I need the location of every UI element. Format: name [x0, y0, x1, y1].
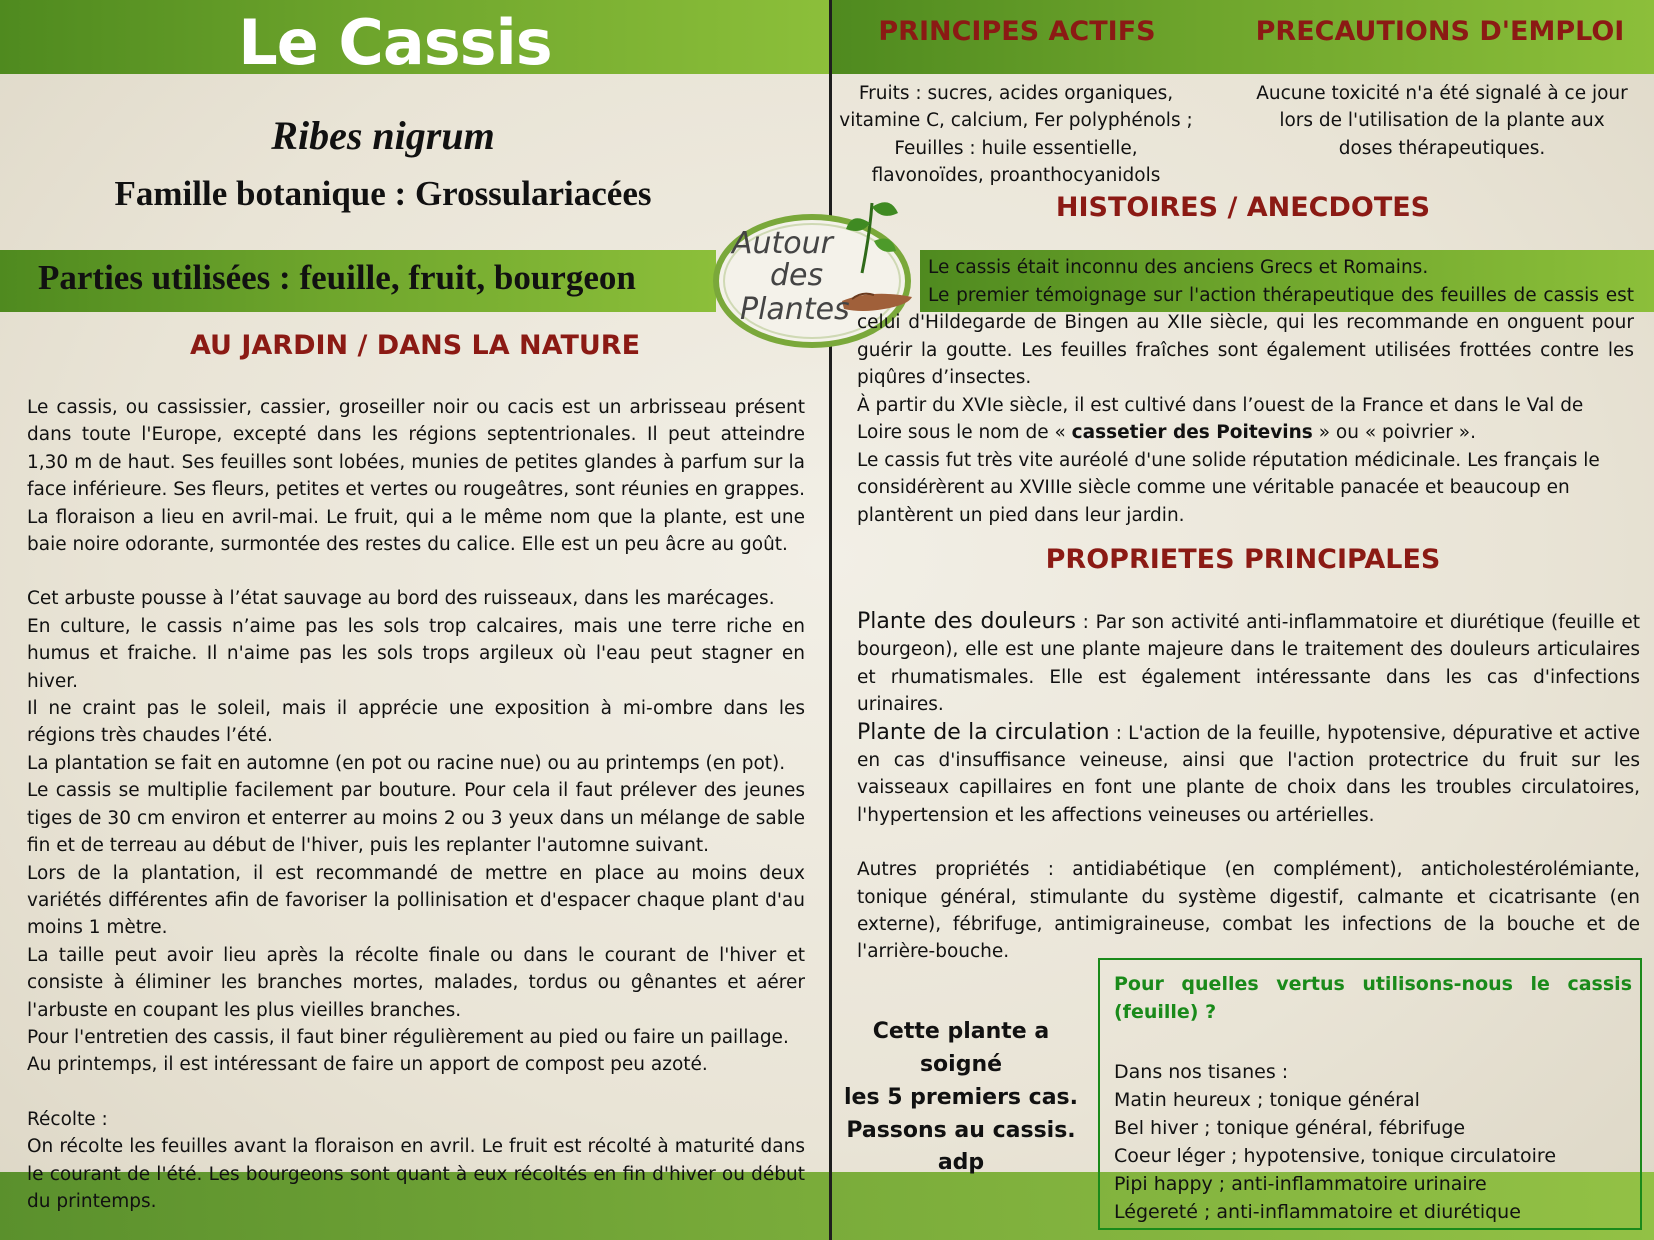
jardin-paragraph: Il ne craint pas le soleil, mais il apprécie une exposition à mi-ombre dans les régions très chaudes l’été.: [27, 698, 805, 747]
proprietes-text: [857, 608, 1640, 966]
proprietes-heading: PROPRIETES PRINCIPALES: [1045, 544, 1441, 575]
histoires-paragraph: [857, 392, 1634, 529]
jardin-paragraph: Cet arbuste pousse à l’état sauvage au bord des ruisseaux, dans les marécages.: [27, 588, 775, 610]
jardin-paragraph: Lors de la plantation, il est recommandé de mettre en place au moins deux variétés différentes afin de favoriser la pollinisation et d'espacer chaque plant d'au moins 1 mètre.: [27, 862, 805, 939]
autres-proprietes: Autres propriétés : antidiabétique (en complément), anticholestérolémiante, tonique général, stimulante du système digestif, calmante et cicatrisante (en externe), fébrifuge, antimigraineuse, combat les infections de la bouche et de l'arrière-bouche.: [857, 859, 1640, 963]
logo-text: Plantes: [740, 292, 850, 327]
cette-plante-note: [828, 1015, 1094, 1147]
list-item: Bel hiver ; tonique général, fébrifuge: [1114, 1117, 1466, 1139]
jardin-paragraph: Pour l'entretien des cassis, il faut biner régulièrement au pied ou faire un paillage.: [27, 1026, 789, 1048]
jardin-paragraph: La taille peut avoir lieu après la récolte finale ou dans le courant de l'hiver et consiste à éliminer les branches mortes, malades, tordus ou gênantes et aérer l'arbuste en coupant les plus vieilles branches.: [27, 944, 805, 1021]
jardin-heading: AU JARDIN / DANS LA NATURE: [189, 330, 641, 361]
douleurs-label: Plante des douleurs: [857, 609, 1076, 634]
list-item: Pipi happy ; anti-inflammatoire urinaire: [1114, 1173, 1487, 1195]
cette-line: Passons au cassis.: [846, 1118, 1076, 1143]
cette-line: Cette plante a soigné: [872, 1019, 1050, 1077]
botanical-family: Famille botanique : Grossulariacées: [114, 174, 652, 213]
circulation-label: Plante de la circulation: [857, 719, 1110, 745]
parts-used: Parties utilisées : feuille, fruit, bourgeon: [38, 258, 636, 297]
signature: adp: [937, 1150, 985, 1175]
list-item: Matin heureux ; tonique général: [1114, 1089, 1420, 1111]
douleurs-text: : Par son activité anti-inflammatoire et diurétique (feuille et bourgeon), elle est une plante majeure dans le traitement des douleurs articulaires et rhumatismales. Elle est également intéressante dans les cas d'infections urinaires.: [857, 612, 1640, 716]
histoires-paragraph: Le cassis fut très vite auréolé d'une solide réputation médicinale. Les français le considérèrent au XVIIIe siècle comme une véritable panacée et beaucoup en plantèrent un pied dans leur jardin.: [857, 449, 1600, 526]
recolte-label: Récolte :: [27, 1108, 108, 1130]
histoires-heading: HISTOIRES / ANECDOTES: [1055, 192, 1431, 223]
logo-text: Autour: [732, 226, 834, 261]
vertus-title: Pour quelles vertus utilisons-nous le cassis (feuille) ?: [1114, 973, 1632, 1023]
jardin-paragraph: En culture, le cassis n’aime pas les sols trop calcaires, mais une terre riche en humus et fraiche. Il n'aime pas les sols trops argileux où l'eau peut stagner en hiver.: [27, 615, 805, 692]
recolte-text: On récolte les feuilles avant la floraison en avril. Le fruit est récolté à maturité dans le courant de l'été. Les bourgeons sont quant à eux récoltés en fin d'hiver ou début du printemps.: [27, 1136, 805, 1212]
precautions-text: Aucune toxicité n'a été signalé à ce jour lors de l'utilisation de la plante aux doses thérapeutiques.: [1256, 83, 1628, 159]
logo-text: des: [770, 258, 824, 293]
jardin-paragraph: La plantation se fait en automne (en pot ou racine nue) ou au printemps (en pot).: [27, 752, 786, 774]
jardin-paragraph: Le cassis, ou cassissier, cassier, groseiller noir ou cacis est un arbrisseau présent dans toute l'Europe, excepté dans les régions septentrionales. Il peut atteindre 1,30 m de haut. Ses feuilles sont lobées, munies de petites glandes à parfum sur la face inférieure. Ses fleurs, petites et vertes ou rougeâtres, sont réunies en grappes. La floraison a lieu en avril-mai. Le fruit, qui a le même nom que la plante, est une baie noire odorante, surmontée des restes du calice. Elle est un peu âcre au goût.: [27, 397, 805, 556]
jardin-paragraph: Le cassis se multiplie facilement par bouture. Pour cela il faut prélever des jeunes tiges de 30 cm environ et enterrer au moins 2 ou 3 yeux dans un mélange de sable fin et de terreau au début de l'hiver, puis les replanter l'automne suivant.: [27, 780, 805, 857]
histoires-paragraph: Le premier témoignage sur l'action thérapeutique des feuilles de cassis est celui d'Hildegarde de Bingen au XIIe siècle, qui les recommande en onguent pour guérir la goutte. Les feuilles fraîches sont également utilisées frottées contre les piqûres d’insectes.: [857, 285, 1634, 389]
cassetier-bold: cassetier des Poitevins: [1071, 422, 1313, 444]
list-item: Coeur léger ; hypotensive, tonique circulatoire: [1114, 1145, 1557, 1167]
vertus-list: [1114, 1058, 1556, 1226]
histoires-intro: Le cassis était inconnu des anciens Grecs et Romains.: [928, 257, 1429, 278]
precautions-heading: PRECAUTIONS D'EMPLOI: [1255, 16, 1625, 47]
vertus-intro: Dans nos tisanes :: [1114, 1061, 1289, 1083]
principes-text: Fruits : sucres, acides organiques, vitamine C, calcium, Fer polyphénols ; Feuilles : huile essentielle, flavonoïdes, proanthocyanidols: [839, 83, 1193, 187]
jardin-text: [27, 394, 805, 1215]
circulation-text: : L'action de la feuille, hypotensive, dépurative et active en cas d'insuffisance veineuse, ainsi que l'action protectrice du fruit sur les vaisseaux capillaires en font une plante de choix dans les troubles circulatoires, l'hypertension et les affections veineuses ou artérielles.: [857, 722, 1640, 826]
list-item: Légereté ; anti-inflammatoire et diurétique: [1114, 1201, 1521, 1223]
histoires-text: » ou « poivrier ».: [1312, 422, 1476, 444]
jardin-paragraph: Au printemps, il est intéressant de faire un apport de compost peu azoté.: [27, 1054, 708, 1076]
latin-name: Ribes nigrum: [271, 113, 495, 158]
page-title: Le Cassis: [238, 6, 552, 79]
principes-heading: PRINCIPES ACTIFS: [878, 16, 1156, 47]
cette-line: les 5 premiers cas.: [843, 1085, 1079, 1110]
histoires-text: À partir du XVIe siècle, il est cultivé dans l’ouest de la France et dans le Val de Loire sous le nom de «: [857, 395, 1584, 444]
